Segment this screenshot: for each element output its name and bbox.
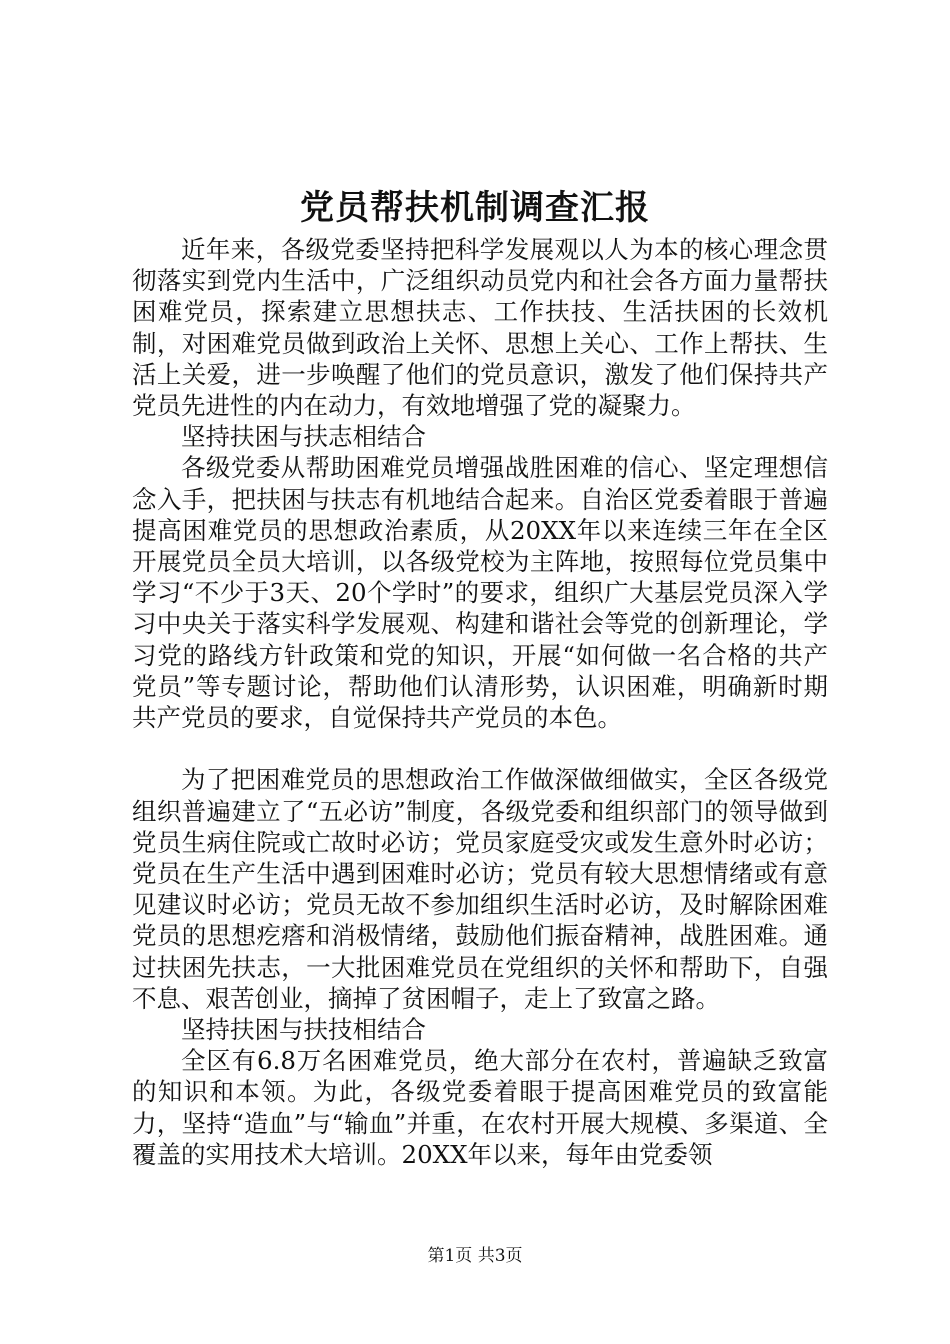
document-body [132,234,828,1170]
paragraph-intro: 近年来，各级党委坚持把科学发展观以人为本的核心理念贯彻落实到党内生活中，广泛组织动员党内和社会各方面力量帮扶困难党员，探索建立思想扶志、工作扶技、生活扶困的长效机制，对困难党员做到政治上关怀、思想上关心、工作上帮扶、生活上关爱，进一步唤醒了他们的党员意识，激发了他们保持共产党员先进性的内在动力，有效地增强了党的凝聚力。 [132,235,828,421]
section-heading-1: 坚持扶困与扶志相结合 [181,422,426,452]
section-heading-2: 坚持扶困与扶技相结合 [181,1015,426,1045]
document-title: 党员帮扶机制调查汇报 [300,188,650,228]
page-footer: 第1页 共3页 [427,1246,523,1266]
paragraph-spacer [132,733,828,764]
paragraph-section-2: 全区有6.8万名困难党员，绝大部分在农村，普遍缺乏致富的知识和本领。为此，各级党委着眼于提高困难党员的致富能力，坚持“造血”与“输血”并重，在农村开展大规模、多渠道、全覆盖的实用技术大培训。20XX年以来，每年由党委领 [132,1046,828,1169]
paragraph-section-1: 各级党委从帮助困难党员增强战胜困难的信心、坚定理想信念入手，把扶困与扶志有机地结合起来。自治区党委着眼于普遍提高困难党员的思想政治素质，从20XX年以来连续三年在全区开展党员全员大培训，以各级党校为主阵地，按照每位党员集中学习“不少于3天、20个学时”的要求，组织广大基层党员深入学习中央关于落实科学发展观、构建和谐社会等党的创新理论，学习党的路线方针政策和党的知识，开展“如何做一名合格的共产党员”等专题讨论，帮助他们认清形势，认识困难，明确新时期共产党员的要求，自觉保持共产党员的本色。 [132,453,828,733]
paragraph-five-visits: 为了把困难党员的思想政治工作做深做细做实，全区各级党组织普遍建立了“五必访”制度，各级党委和组织部门的领导做到党员生病住院或亡故时必访；党员家庭受灾或发生意外时必访；党员在生产生活中遇到困难时必访；党员有较大思想情绪或有意见建议时必访；党员无故不参加组织生活时必访，及时解除困难党员的思想疙瘩和消极情绪，鼓励他们振奋精神，战胜困难。通过扶困先扶志，一大批困难党员在党组织的关怀和帮助下，自强不息、艰苦创业，摘掉了贫困帽子，走上了致富之路。 [132,765,828,1013]
